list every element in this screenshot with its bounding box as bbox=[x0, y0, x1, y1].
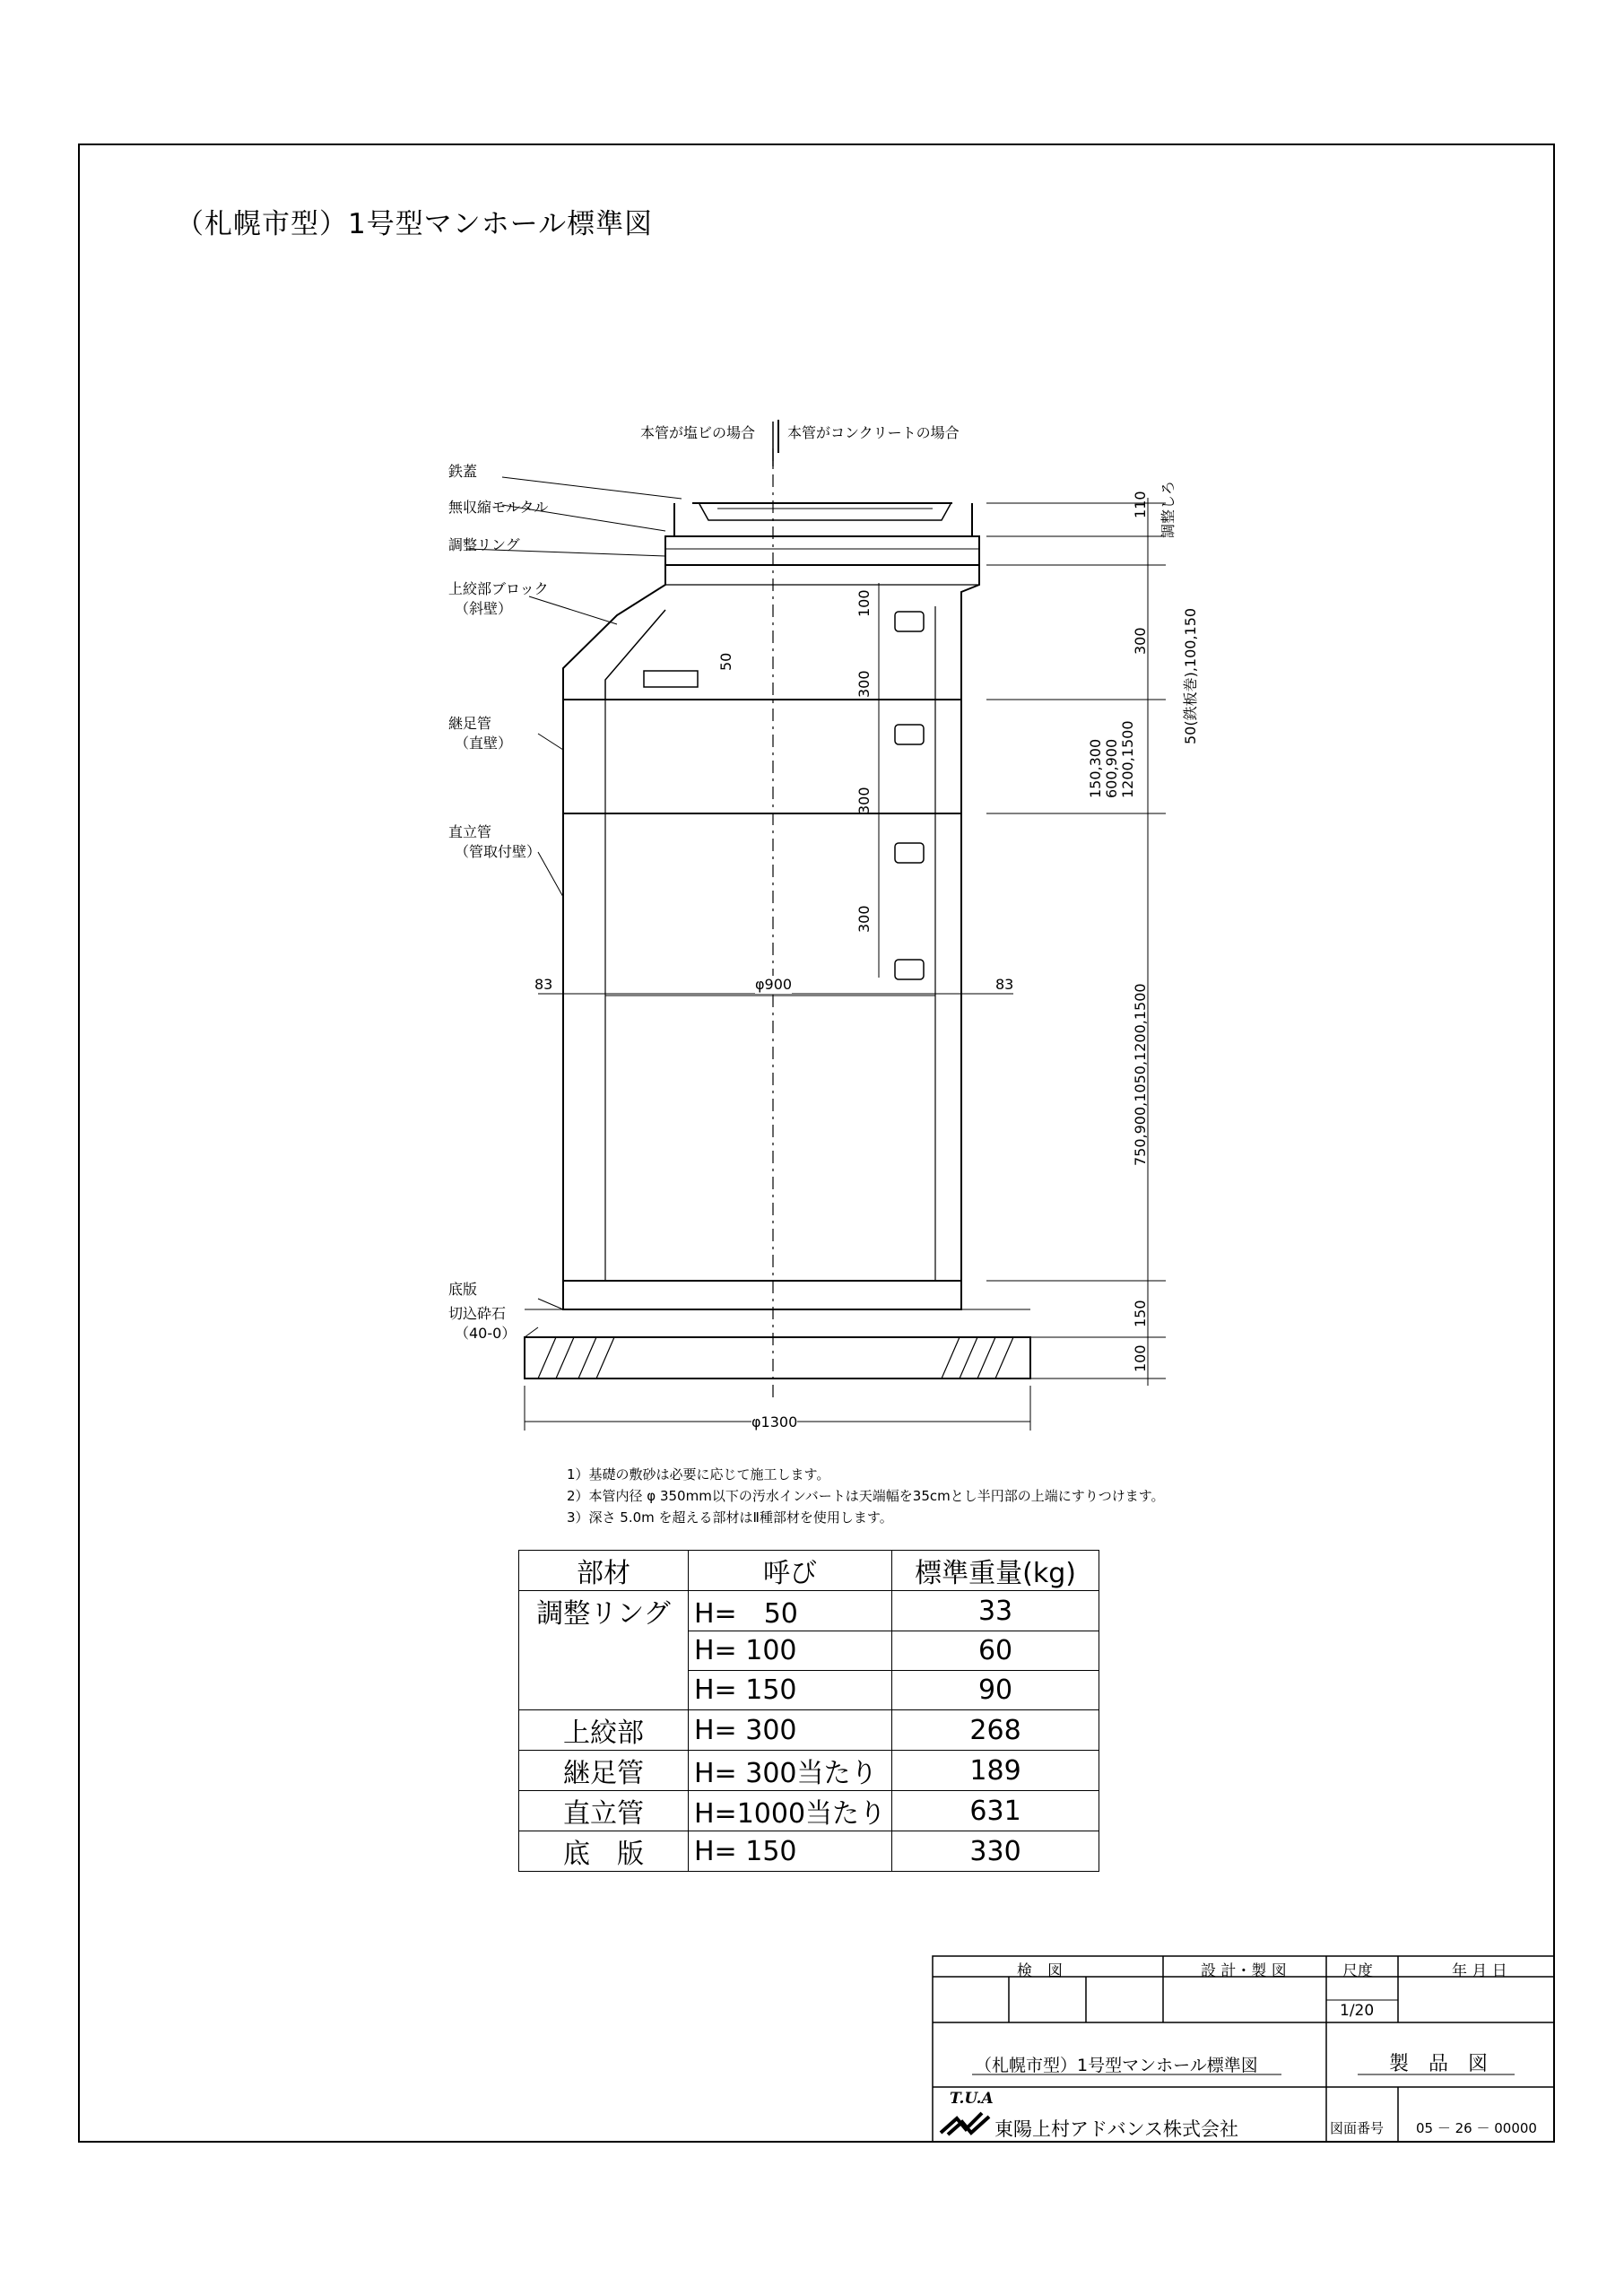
dim-100-inner: 100 bbox=[855, 589, 873, 617]
cell-part: 継足管 bbox=[519, 1751, 689, 1791]
table-header-row bbox=[519, 1551, 1099, 1591]
cell-size: H= 100 bbox=[689, 1631, 892, 1671]
tb-company: 東陽上村アドバンス株式会社 bbox=[994, 2118, 1238, 2140]
tb-scale: 1/20 bbox=[1340, 2002, 1375, 2020]
tb-kenzu: 検 図 bbox=[1017, 1962, 1063, 1980]
cell-size: H= 50 bbox=[689, 1591, 892, 1631]
dim-83-left: 83 bbox=[534, 976, 553, 993]
tb-drawing-name: （札幌市型）1号型マンホール標準図 bbox=[975, 2056, 1258, 2075]
header-part: 部材 bbox=[519, 1551, 689, 1591]
note-1: 1）基礎の敷砂は必要に応じて施工します。 bbox=[567, 1466, 830, 1483]
cell-part bbox=[519, 1671, 689, 1710]
tb-number-label: 図面番号 bbox=[1330, 2120, 1385, 2136]
header-size: 呼び bbox=[689, 1551, 892, 1591]
dim-83-right: 83 bbox=[995, 976, 1014, 993]
dim-600-900: 600,900 bbox=[1103, 738, 1120, 798]
top-note-right: 本管がコンクリートの場合 bbox=[787, 424, 960, 441]
callout-riser-sub: （直壁） bbox=[455, 735, 513, 752]
callout-standpipe: 直立管 bbox=[448, 823, 492, 840]
tb-number: 05 － 26 － 00000 bbox=[1416, 2120, 1537, 2136]
cell-weight: 330 bbox=[892, 1831, 1099, 1872]
callout-gravel: 切込砕石 bbox=[448, 1305, 507, 1322]
dim-110: 110 bbox=[1132, 491, 1149, 518]
cell-weight: 90 bbox=[892, 1671, 1099, 1710]
table-row bbox=[519, 1671, 1099, 1710]
table-row bbox=[519, 1710, 1099, 1751]
table-row bbox=[519, 1791, 1099, 1831]
table-row bbox=[519, 1831, 1099, 1872]
header-weight: 標準重量(kg) bbox=[892, 1551, 1099, 1591]
page-title: （札幌市型）1号型マンホール標準図 bbox=[176, 208, 654, 240]
tb-logo: T.U.A bbox=[950, 2090, 994, 2108]
note-2: 2）本管内径 φ 350mm以下の汚水インバートは天端幅を35cmとし半円部の上端にすりつけます。 bbox=[567, 1488, 1165, 1504]
tb-kind: 製 品 図 bbox=[1389, 2053, 1489, 2075]
cell-weight: 60 bbox=[892, 1631, 1099, 1671]
weight-table bbox=[518, 1550, 1099, 1872]
cell-part: 調整リング bbox=[519, 1591, 689, 1631]
dim-50-inner: 50 bbox=[717, 652, 734, 671]
cell-weight: 631 bbox=[892, 1791, 1099, 1831]
cell-size: H=1000当たり bbox=[689, 1791, 892, 1831]
dim-300-b: 300 bbox=[855, 787, 873, 814]
callout-standpipe-sub: （管取付壁） bbox=[455, 843, 542, 860]
callout-cone-sub: （斜壁） bbox=[455, 600, 513, 617]
cell-size: H= 150 bbox=[689, 1671, 892, 1710]
callout-base: 底版 bbox=[448, 1281, 478, 1298]
tb-sekkei: 設 計・製 図 bbox=[1201, 1962, 1287, 1980]
callout-ring: 調整リング bbox=[448, 536, 520, 553]
cell-part bbox=[519, 1631, 689, 1671]
top-note-left: 本管が塩ビの場合 bbox=[640, 424, 756, 441]
title-block bbox=[932, 1955, 1555, 2143]
callout-gravel-sub: （40-0） bbox=[455, 1325, 517, 1342]
callout-mortar: 無収縮モルタル bbox=[448, 499, 549, 516]
dim-300-a: 300 bbox=[855, 670, 873, 698]
callout-riser: 継足管 bbox=[448, 715, 492, 732]
tb-date: 年 月 日 bbox=[1452, 1962, 1507, 1980]
dim-100-bottom: 100 bbox=[1132, 1344, 1149, 1372]
cell-size: H= 150 bbox=[689, 1831, 892, 1872]
table-row bbox=[519, 1591, 1099, 1631]
dim-300-right: 300 bbox=[1132, 627, 1149, 655]
cell-weight: 189 bbox=[892, 1751, 1099, 1791]
dim-phi900: φ900 bbox=[755, 976, 793, 993]
cell-part: 底 版 bbox=[519, 1831, 689, 1872]
tb-shakudo: 尺度 bbox=[1342, 1962, 1373, 1980]
cell-size: H= 300 bbox=[689, 1710, 892, 1751]
callout-cover: 鉄蓋 bbox=[448, 463, 478, 480]
dim-150-bottom: 150 bbox=[1132, 1300, 1149, 1327]
table-row bbox=[519, 1631, 1099, 1671]
dim-phi1300: φ1300 bbox=[751, 1413, 798, 1431]
company-logo-icon bbox=[939, 2109, 993, 2136]
dim-1200-1500: 1200,1500 bbox=[1119, 720, 1136, 798]
table-row bbox=[519, 1751, 1099, 1791]
callout-cone: 上絞部ブロック bbox=[448, 580, 549, 597]
dim-adjust: 調整しろ bbox=[1159, 480, 1177, 538]
note-3: 3）深さ 5.0m を超える部材はⅡ種部材を使用します。 bbox=[567, 1509, 893, 1526]
cell-part: 直立管 bbox=[519, 1791, 689, 1831]
dim-750: 750,900,1050,1200,1500 bbox=[1132, 983, 1149, 1166]
cell-weight: 268 bbox=[892, 1710, 1099, 1751]
cell-size: H= 300当たり bbox=[689, 1751, 892, 1791]
cell-part: 上絞部 bbox=[519, 1710, 689, 1751]
cell-weight: 33 bbox=[892, 1591, 1099, 1631]
dim-300-c: 300 bbox=[855, 905, 873, 933]
dim-50-right: 50(鉄板巻),100,150 bbox=[1182, 607, 1199, 744]
dim-150-300: 150,300 bbox=[1087, 738, 1104, 798]
